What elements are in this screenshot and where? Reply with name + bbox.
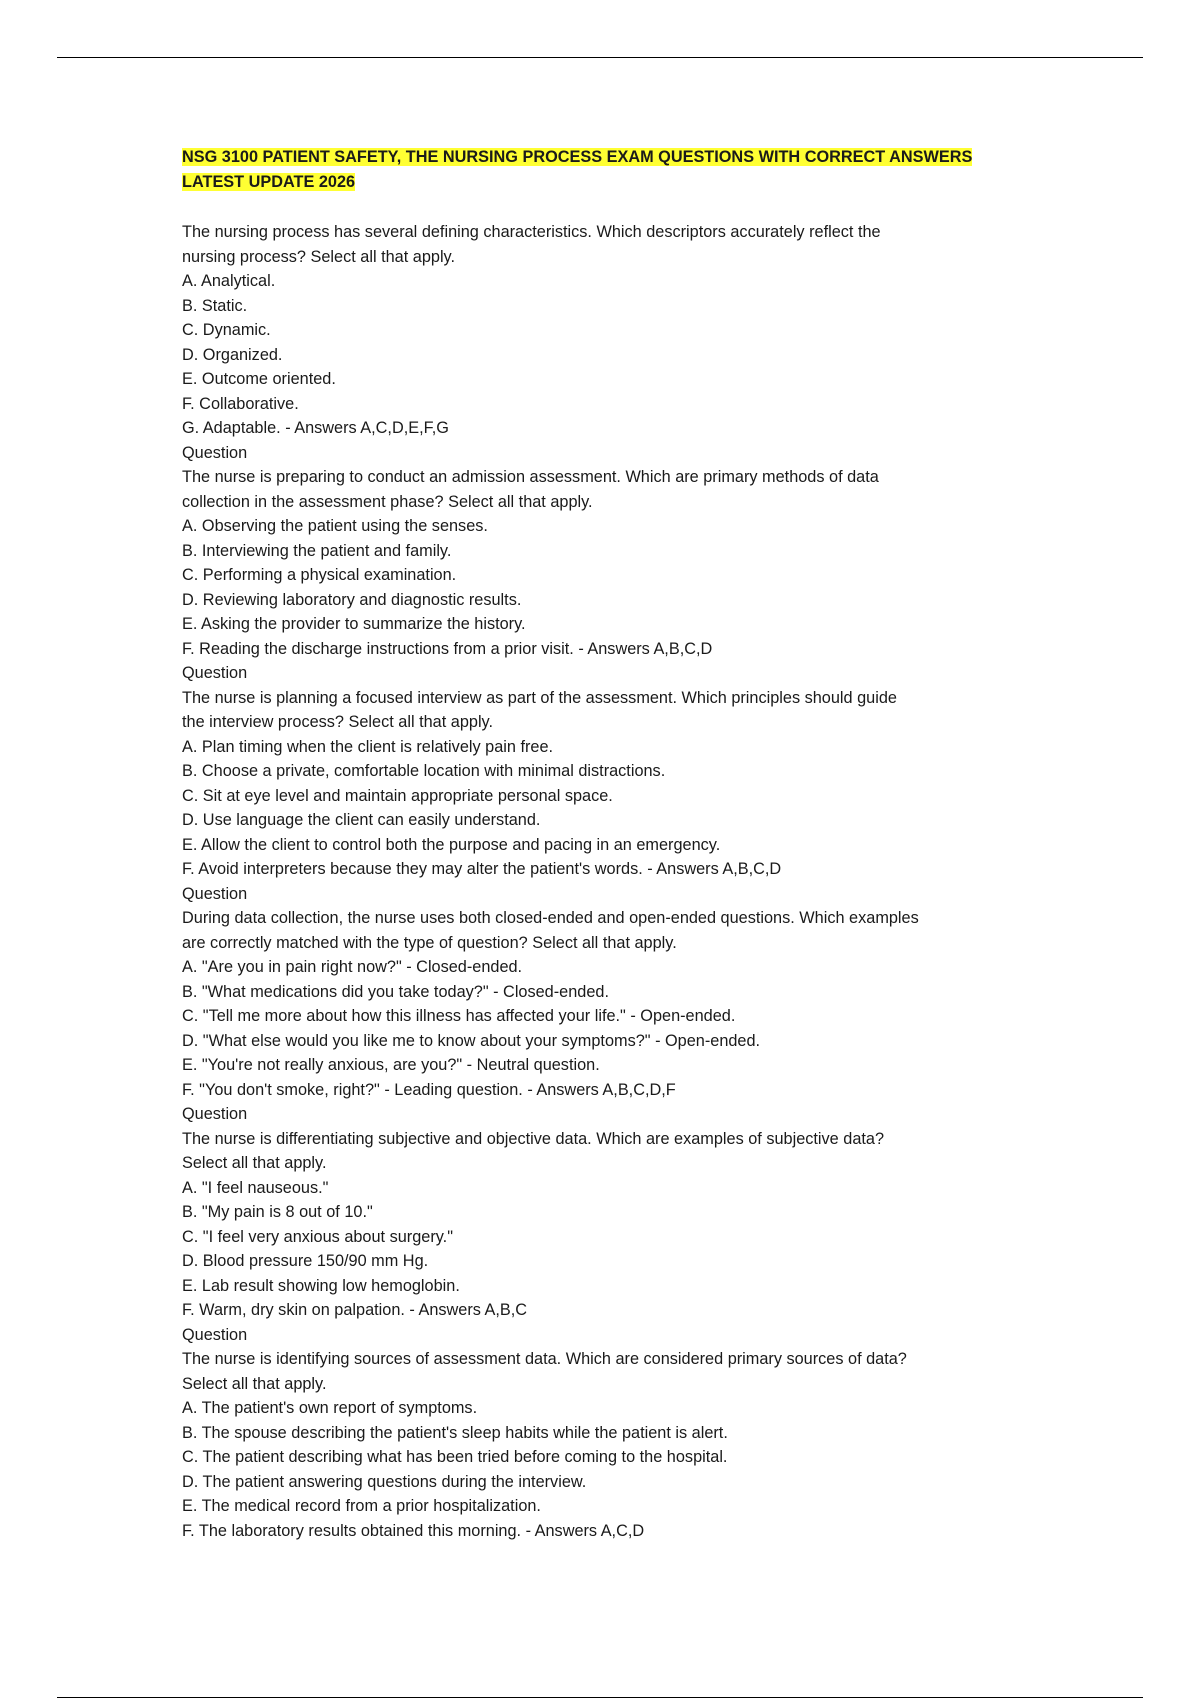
question-text: The nurse is differentiating subjective and objective data. Which are examples of subjective data? <box>182 1129 885 1148</box>
answer-option: D. The patient answering questions during the interview. <box>182 1472 587 1491</box>
answer-option: A. Analytical. <box>182 272 276 290</box>
answer-option: C. Sit at eye level and maintain appropriate personal space. <box>182 786 613 805</box>
answer-option: A. "Are you in pain right now?" - Closed-ended. <box>182 958 523 976</box>
answer-option: C. Performing a physical examination. <box>182 566 457 584</box>
top-rule <box>57 57 1143 58</box>
answer-option: F. "You don't smoke, right?" - Leading question. - Answers A,B,C,D,F <box>182 1080 676 1099</box>
question-label: Question <box>182 664 248 682</box>
answer-option: B. Static. <box>182 296 248 315</box>
answer-option: E. Outcome oriented. <box>182 370 336 388</box>
question-text: The nurse is planning a focused interview as part of the assessment. Which principles should guide <box>182 688 897 707</box>
answer-option: E. The medical record from a prior hospitalization. <box>182 1497 541 1515</box>
answer-option: E. "You're not really anxious, are you?" - Neutral question. <box>182 1056 600 1074</box>
answer-option: D. "What else would you like me to know about your symptoms?" - Open-ended. <box>182 1031 761 1050</box>
answer-option: F. Reading the discharge instructions from a prior visit. - Answers A,B,C,D <box>182 639 713 658</box>
answer-option: F. The laboratory results obtained this morning. - Answers A,C,D <box>182 1521 645 1540</box>
answer-option: E. Asking the provider to summarize the history. <box>182 615 526 633</box>
answer-option: D. Blood pressure 150/90 mm Hg. <box>182 1252 429 1270</box>
question-text: collection in the assessment phase? Select all that apply. <box>182 492 593 511</box>
question-text: The nursing process has several defining characteristics. Which descriptors accurately reflect the <box>182 223 881 241</box>
question-text: The nurse is identifying sources of assessment data. Which are considered primary sources of data? <box>182 1350 907 1368</box>
question-label: Question <box>182 443 248 462</box>
question-text: nursing process? Select all that apply. <box>182 247 456 266</box>
answer-option: A. Observing the patient using the senses. <box>182 517 488 535</box>
document-body <box>182 145 1042 1543</box>
answer-option: A. The patient's own report of symptoms. <box>182 1399 478 1417</box>
answer-option: B. "What medications did you take today?" - Closed-ended. <box>182 982 609 1001</box>
question-list <box>182 220 1042 1543</box>
answer-option: C. "Tell me more about how this illness has affected your life." - Open-ended. <box>182 1007 736 1025</box>
answer-option: D. Organized. <box>182 345 283 364</box>
bottom-rule <box>57 1697 1143 1698</box>
answer-option: C. The patient describing what has been tried before coming to the hospital. <box>182 1448 728 1466</box>
question-label: Question <box>182 1325 248 1344</box>
answer-option: E. Allow the client to control both the purpose and pacing in an emergency. <box>182 835 721 854</box>
answer-option: F. Avoid interpreters because they may alter the patient's words. - Answers A,B,C,D <box>182 860 782 878</box>
question-label: Question <box>182 1105 248 1123</box>
document-title <box>182 145 1042 194</box>
question-text: Select all that apply. <box>182 1154 327 1172</box>
question-text: are correctly matched with the type of question? Select all that apply. <box>182 933 677 952</box>
title-line-2: LATEST UPDATE 2026 <box>182 172 356 191</box>
answer-option: A. Plan timing when the client is relatively pain free. <box>182 737 554 756</box>
answer-option: C. Dynamic. <box>182 321 271 339</box>
answer-option: B. "My pain is 8 out of 10." <box>182 1203 373 1221</box>
answer-option: B. Interviewing the patient and family. <box>182 541 452 560</box>
answer-option: B. The spouse describing the patient's sleep habits while the patient is alert. <box>182 1423 728 1442</box>
answer-option: F. Collaborative. <box>182 394 299 413</box>
question-text: The nurse is preparing to conduct an admission assessment. Which are primary methods of data <box>182 468 879 486</box>
answer-option: B. Choose a private, comfortable location with minimal distractions. <box>182 762 666 780</box>
title-line-1: NSG 3100 PATIENT SAFETY, THE NURSING PROCESS EXAM QUESTIONS WITH CORRECT ANSWERS <box>182 148 973 166</box>
answer-option: D. Reviewing laboratory and diagnostic results. <box>182 590 522 609</box>
question-text: Select all that apply. <box>182 1374 327 1393</box>
answer-option: G. Adaptable. - Answers A,C,D,E,F,G <box>182 419 449 437</box>
question-label: Question <box>182 884 248 903</box>
answer-option: A. "I feel nauseous." <box>182 1178 329 1197</box>
answer-option: E. Lab result showing low hemoglobin. <box>182 1276 460 1295</box>
question-text: During data collection, the nurse uses both closed-ended and open-ended questions. Which examples <box>182 909 919 927</box>
answer-option: F. Warm, dry skin on palpation. - Answers A,B,C <box>182 1301 528 1319</box>
question-text: the interview process? Select all that apply. <box>182 713 494 731</box>
answer-option: D. Use language the client can easily understand. <box>182 811 541 829</box>
answer-option: C. "I feel very anxious about surgery." <box>182 1227 453 1246</box>
